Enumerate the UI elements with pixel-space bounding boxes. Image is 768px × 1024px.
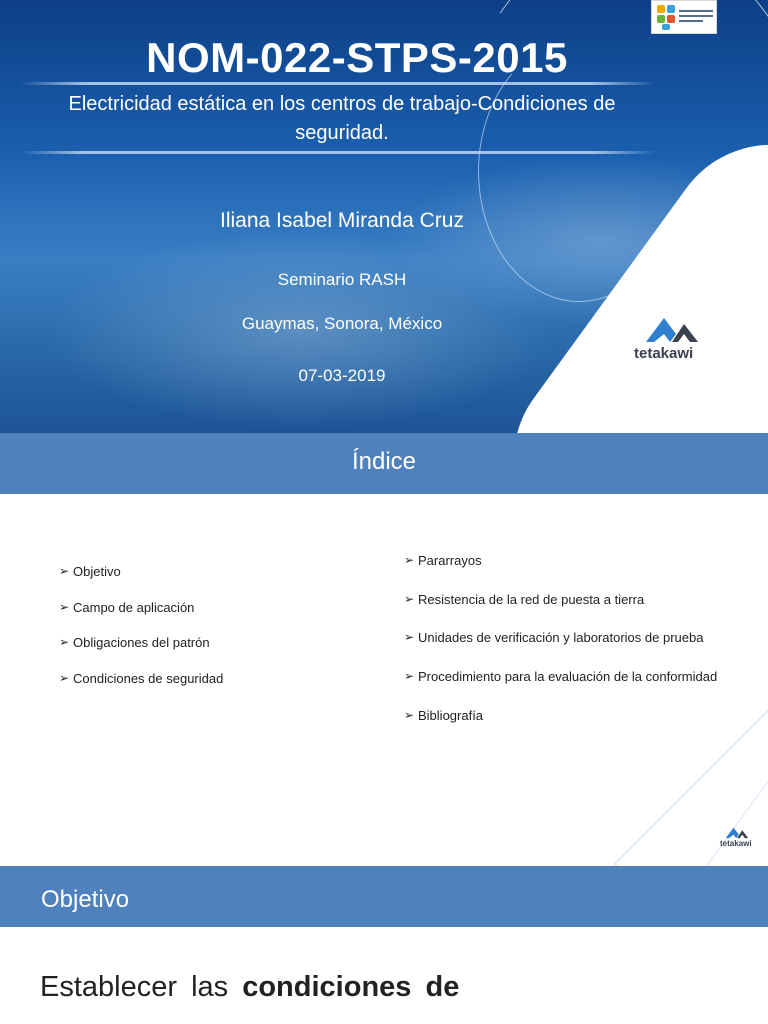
slide-heading: Objetivo xyxy=(41,886,130,913)
presentation-date: 07-03-2019 xyxy=(298,366,386,385)
objective-text xyxy=(40,971,459,1004)
arrow-bullet-icon: ➢ xyxy=(404,630,415,645)
list-item-label: Unidades de verificación y laboratorios de prueba xyxy=(418,630,704,646)
mountain-logo-icon xyxy=(642,312,702,344)
arrow-bullet-icon: ➢ xyxy=(404,707,415,722)
mountain-logo-icon xyxy=(724,825,750,839)
objective-text-start: Establecer las xyxy=(40,971,229,1003)
list-item xyxy=(59,635,223,671)
list-item-label: Condiciones de seguridad xyxy=(73,671,224,687)
list-item-label: Objetivo xyxy=(73,564,121,579)
list-item xyxy=(59,564,223,600)
list-item xyxy=(59,600,223,636)
seminar-name: Seminario RASH xyxy=(277,270,407,289)
arrow-bullet-icon: ➢ xyxy=(59,564,70,578)
arrow-bullet-icon: ➢ xyxy=(404,591,415,606)
author-name: Iliana Isabel Miranda Cruz xyxy=(220,209,464,232)
list-item xyxy=(404,708,717,747)
tetakawi-logo xyxy=(632,312,722,372)
objective-text-bold: condiciones de xyxy=(242,971,460,1003)
arrow-bullet-icon: ➢ xyxy=(59,671,70,686)
title-slide xyxy=(0,0,768,433)
slide-header-bar xyxy=(0,433,768,494)
list-item xyxy=(404,553,717,592)
government-logo xyxy=(651,0,717,34)
list-item xyxy=(404,592,717,631)
arrow-bullet-icon: ➢ xyxy=(404,669,415,684)
list-item-label: Bibliografía xyxy=(418,707,484,723)
index-list-left xyxy=(59,564,223,707)
list-item-label: Campo de aplicación xyxy=(73,599,195,615)
list-item-label: Obligaciones del patrón xyxy=(73,635,210,651)
list-item-label: Pararrayos xyxy=(418,553,482,568)
arrow-bullet-icon: ➢ xyxy=(404,553,415,567)
list-item-label: Procedimiento para la evaluación de la conformidad xyxy=(418,669,718,685)
list-item xyxy=(59,671,223,707)
index-list-right xyxy=(404,553,717,746)
subtitle-underline xyxy=(20,151,656,154)
objective-slide xyxy=(0,866,768,1024)
brand-wordmark: tetakawi xyxy=(634,345,694,362)
list-item xyxy=(404,669,717,708)
slide-heading: Índice xyxy=(351,448,417,475)
presentation-title: NOM-022-STPS-2015 xyxy=(146,34,568,81)
arrow-bullet-icon: ➢ xyxy=(59,599,70,614)
arrow-bullet-icon: ➢ xyxy=(59,635,70,650)
list-item-label: Resistencia de la red de puesta a tierra xyxy=(418,591,645,607)
slide-header-bar xyxy=(0,866,768,927)
index-slide xyxy=(0,433,768,866)
title-underline xyxy=(20,82,656,85)
tetakawi-logo-small xyxy=(718,825,762,851)
brand-wordmark: tetakawi xyxy=(720,839,752,848)
location: Guaymas, Sonora, México xyxy=(241,314,443,333)
presentation-subtitle: Electricidad estática en los centros de trabajo-Condiciones de seguridad. xyxy=(68,93,616,144)
list-item xyxy=(404,630,717,669)
